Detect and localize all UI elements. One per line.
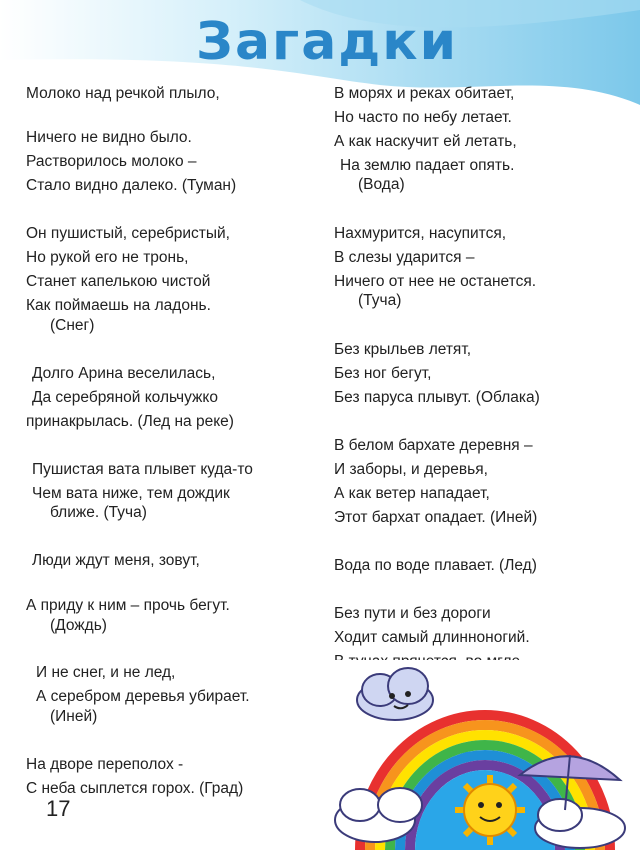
riddle-line: И не снег, и не лед, [36, 664, 176, 681]
riddle-line: Он пушистый, серебристый, [26, 225, 230, 242]
riddle-line: Без пути и без дороги [334, 605, 491, 622]
rainbow-cloud-sun-illustration [330, 660, 640, 853]
riddle-line: На землю падает опять. [340, 157, 515, 174]
riddle-line: С неба сыплется горох. (Град) [26, 780, 244, 797]
riddle-line: А серебром деревья убирает. [36, 688, 250, 705]
riddle-line: Как поймаешь на ладонь. [26, 297, 211, 314]
riddle-line: В слезы ударится – [334, 249, 475, 266]
riddle-answer: (Иней) [50, 708, 98, 725]
riddle-line: Люди ждут меня, зовут, [32, 552, 200, 569]
riddle-answer: ближе. (Туча) [50, 504, 147, 521]
riddle-line: Этот бархат опадает. (Иней) [334, 509, 538, 526]
riddle-line: Ходит самый длинноногий. [334, 629, 530, 646]
riddle-line: Нахмурится, насупится, [334, 225, 507, 242]
riddle-line: Чем вата ниже, тем дождик [32, 485, 230, 502]
riddle-line: Но часто по небу летает. [334, 109, 512, 126]
riddle-line: В морях и реках обитает, [334, 85, 515, 102]
riddle-line: Долго Арина веселилась, [32, 365, 216, 382]
riddle-line: И заборы, и деревья, [334, 461, 488, 478]
riddle-line: Ничего от нее не останется. [334, 273, 537, 290]
riddle-line: Без ног бегут, [334, 365, 432, 382]
riddle-line: В белом бархате деревня – [334, 437, 533, 454]
riddle-line: принакрылась. (Лед на реке) [26, 413, 234, 430]
riddle-answer: (Дождь) [50, 617, 107, 634]
riddle-answer: (Туча) [358, 292, 402, 309]
riddle-answer: (Вода) [358, 176, 405, 193]
riddle-line: Молоко над речкой плыло, [26, 85, 220, 102]
riddle-answer: (Снег) [50, 317, 95, 334]
page-title: Загадки [196, 12, 459, 72]
sun-icon [455, 775, 525, 845]
riddle-line: Стало видно далеко. (Туман) [26, 177, 237, 194]
riddle-line: А как ветер нападает, [334, 485, 490, 502]
riddle-line: А приду к ним – прочь бегут. [26, 597, 230, 614]
riddle-line: Но рукой его не тронь, [26, 249, 189, 266]
riddle-line: Да серебряной кольчужко [32, 389, 218, 406]
riddle-line: А как наскучит ей летать, [334, 133, 517, 150]
riddle-line: Без крыльев летят, [334, 341, 472, 358]
riddle-line: Ничего не видно было. [26, 129, 192, 146]
riddle-line: Пушистая вата плывет куда-то [32, 461, 253, 478]
page-number: 17 [46, 796, 71, 821]
riddle-line: Станет капелькою чистой [26, 273, 211, 290]
riddle-line: Без паруса плывут. (Облака) [334, 389, 540, 406]
riddle-line: На дворе переполох - [26, 756, 184, 773]
riddle-line: Вода по воде плавает. (Лед) [334, 557, 537, 574]
riddle-line: Растворилось молоко – [26, 153, 197, 170]
